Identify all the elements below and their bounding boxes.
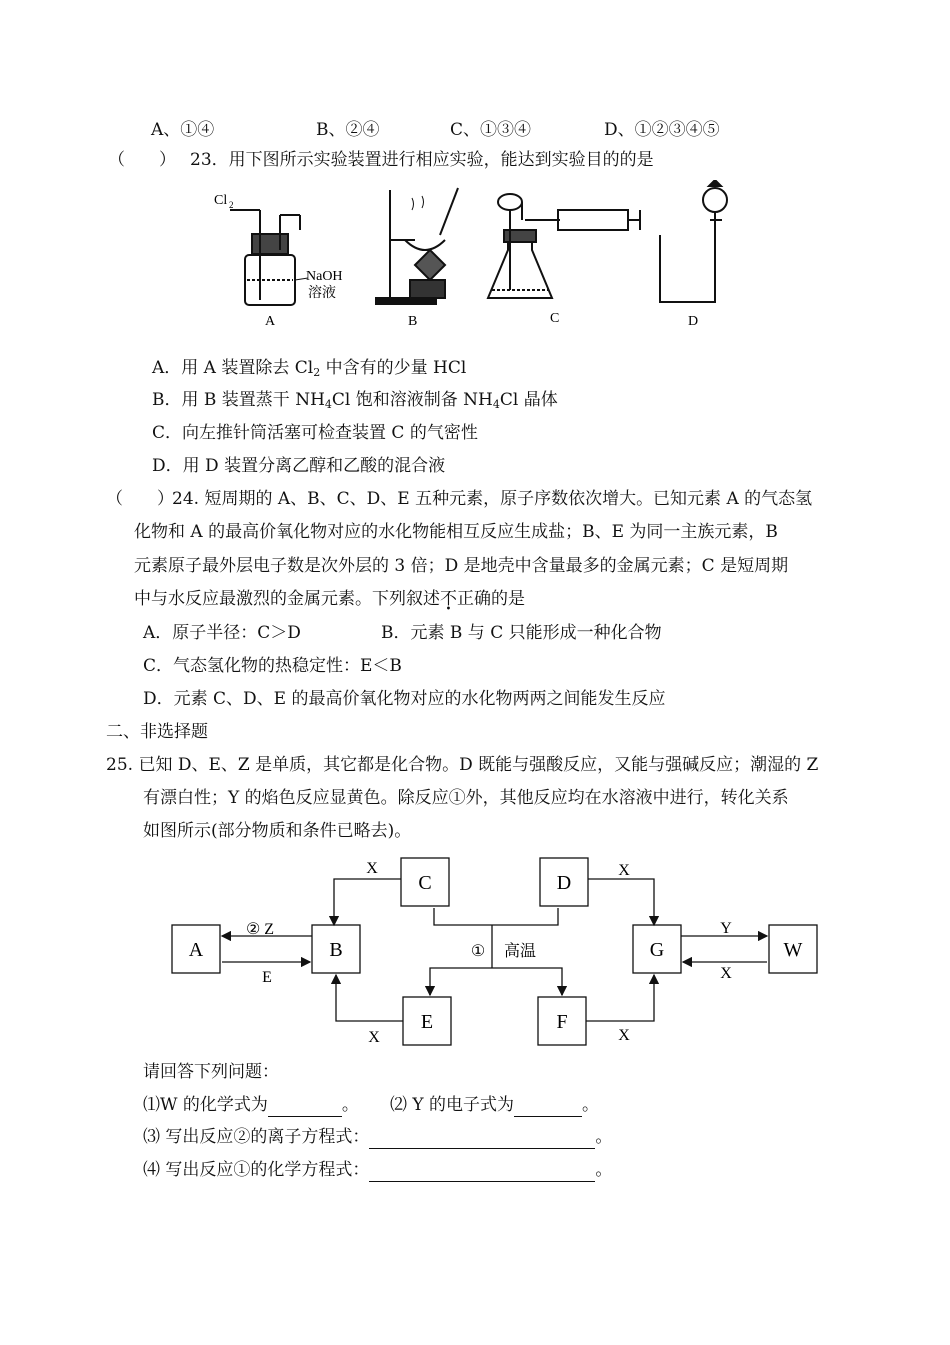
node-g: G	[649, 939, 665, 961]
answer-blank[interactable]	[268, 1094, 342, 1117]
q24-line-3: 元素原子最外层电子数是次外层的 3 倍；D 是地壳中含量最多的金属元素；C 是短周期	[134, 556, 789, 576]
answer-blank[interactable]	[369, 1126, 595, 1149]
cl2-subscript: 2	[229, 200, 234, 210]
q23-stem: 23．用下图所示实验装置进行相应实验，能达到实验目的的是	[190, 150, 654, 170]
q25-sub-4: ⑷ 写出反应①的化学方程式： 。	[143, 1160, 613, 1180]
q24-line-1: 24. 短周期的 A、B、C、D、E 五种元素，原子序数依次增大。已知元素 A 的气态氢	[172, 489, 813, 509]
apparatus-a	[230, 210, 308, 305]
answer-blank[interactable]	[514, 1094, 582, 1117]
label-x-f-g: X	[618, 1027, 630, 1044]
label-x-w-g: X	[720, 965, 732, 982]
q24-line-4: 中与水反应最激烈的金属元素。下列叙述不正确的是	[134, 589, 525, 609]
q25-line-1: 25. 已知 D、E、Z 是单质，其它都是化合物。D 既能与强酸反应，又能与强碱反应；潮湿的 Z	[106, 755, 819, 775]
q22-option-d: D、①②③④⑤	[604, 120, 720, 140]
q25-line-3: 如图所示(部分物质和条件已略去)。	[143, 821, 412, 841]
q24-option-d: D．元素 C、D、E 的最高价氧化物对应的水化物两两之间能发生反应	[143, 689, 666, 709]
apparatus-b	[376, 188, 458, 304]
label-reaction-1: ①	[470, 943, 486, 960]
q22-option-c: C、①③④	[450, 120, 532, 140]
q24-option-a: A．原子半径：C＞D	[143, 623, 301, 643]
q25-line-2: 有漂白性；Y 的焰色反应显黄色。除反应①外，其他反应均在水溶液中进行，转化关系	[143, 788, 789, 808]
node-e: E	[420, 1011, 434, 1033]
label-c: C	[550, 311, 560, 326]
emphasis-dot: 不	[440, 589, 457, 609]
q22-option-a: A、①④	[151, 120, 215, 140]
q23-option-d: D．用 D 装置分离乙醇和乙酸的混合液	[152, 456, 446, 476]
q25-sub-3: ⑶ 写出反应②的离子方程式： 。	[143, 1127, 613, 1147]
section-heading: 二、非选择题	[106, 722, 208, 742]
node-f: F	[556, 1011, 568, 1033]
reaction-flow-diagram	[150, 850, 840, 1050]
label-x-d-g: X	[618, 862, 630, 879]
q24-answer-paren: （ ）	[106, 489, 174, 509]
label-z-b-a: ② Z	[245, 921, 275, 938]
q24-option-b: B．元素 B 与 C 只能形成一种化合物	[381, 623, 662, 643]
apparatus-d	[660, 180, 727, 302]
q23-apparatus-figure	[200, 180, 760, 330]
node-w: W	[783, 939, 803, 961]
solution-label: 溶液	[308, 286, 336, 301]
q23-answer-paren: （ ）	[108, 150, 176, 170]
q25-sub-2: ⑵ Y 的电子式为 。	[390, 1095, 600, 1115]
q23-option-a: A．用 A 装置除去 $Cl_2$ 中含有的少量 HCl	[152, 358, 467, 379]
label-b: B	[408, 314, 418, 329]
apparatus-c	[488, 194, 640, 298]
q24-option-c: C．气态氢化物的热稳定性：E＜B	[143, 656, 402, 676]
label-high-temp: 高温	[503, 943, 537, 960]
node-c: C	[418, 872, 432, 894]
q23-option-b: B．用 B 装置蒸干 $NH_4Cl$ 饱和溶液制备 $NH_4Cl$ 晶体	[152, 390, 558, 411]
answer-blank[interactable]	[369, 1159, 595, 1182]
label-a: A	[265, 314, 276, 329]
node-a: A	[188, 939, 204, 961]
label-d: D	[688, 314, 699, 329]
label-e-a-b: E	[262, 969, 272, 986]
cl2-label: Cl	[214, 193, 228, 208]
label-x-e-b: X	[368, 1029, 380, 1046]
q25-prompt: 请回答下列问题：	[143, 1062, 279, 1082]
q25-sub-1: ⑴W 的化学式为 。	[143, 1095, 359, 1115]
q22-option-b: B、②④	[316, 120, 380, 140]
node-b: B	[329, 939, 343, 961]
naoh-label: NaOH	[306, 269, 343, 284]
node-d: D	[556, 872, 572, 894]
q24-line-2: 化物和 A 的最高价氧化物对应的水化物能相互反应生成盐；B、E 为同一主族元素，B	[134, 522, 778, 542]
label-y-g-w: Y	[720, 920, 732, 937]
label-x-c-b: X	[366, 860, 378, 877]
q23-option-c: C．向左推针筒活塞可检查装置 C 的气密性	[152, 423, 478, 443]
